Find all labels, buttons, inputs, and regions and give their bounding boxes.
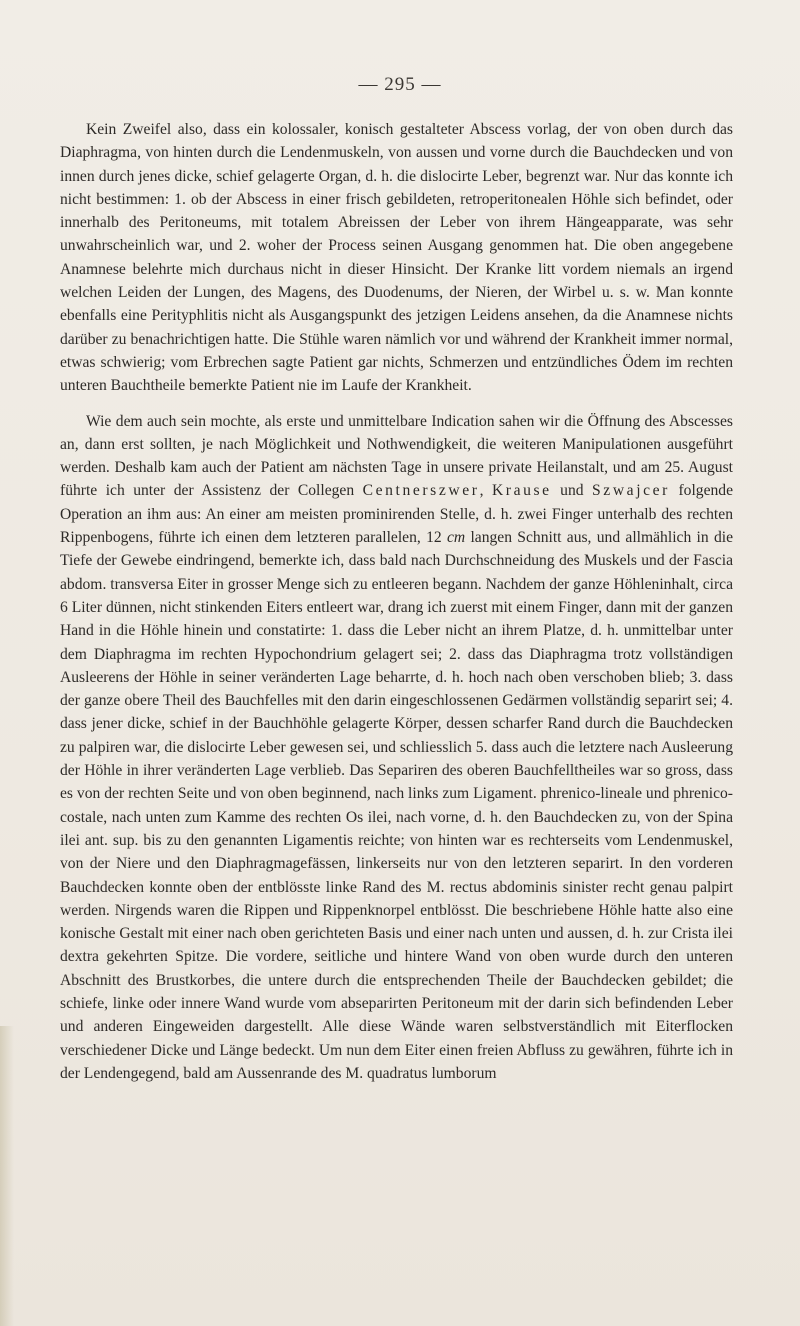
body-text (60, 118, 733, 1085)
paragraph-2 (60, 410, 733, 1086)
text-segment: Kein Zweifel also, dass ein kolossaler, konisch gestalteter Abscess vorlag, der von oben durch das Diaphragma, von hinten durch die Lendenmuskeln, von aussen und vorne durch die Bauchdecken und von innen durch jenes dicke, schief gelagerte Organ, d. h. die dislocirte Leber, begrenzt war. Nur das konnte ich nicht bestimmen: 1. ob der Abscess in einer frisch gebildeten, retroperitonealen Höhle sich befindet, oder innerhalb des Peritoneums, mit totalem Abreissen der Leber von ihrem Hängeapparate, was sehr unwahrscheinlich war, und 2. woher der Process seinen Ausgang genommen hat. Die oben angegebene Anamnese belehrte mich durchaus nicht in dieser Hinsicht. Der Kranke litt vordem niemals an irgend welchen Leiden der Lungen, des Magens, des Duodenums, der Nieren, der Wirbel u. s. w. Man konnte ebenfalls eine Perityphlitis nicht als Ausgangspunkt des jetzigen Leidens ansehen, da die Anamnese nichts darüber zu benachrichtigen hatte. Die Stühle waren nämlich vor und während der Krankheit immer normal, etwas schwierig; vom Erbrechen sagte Patient gar nichts, Schmerzen und entzündliches Ödem im rechten unteren Bauchtheile bemerkte Patient nie im Laufe der Krankheit. (60, 121, 733, 395)
text-segment: , (479, 482, 492, 500)
colleague-name-krause: Krause (491, 482, 552, 500)
text-segment: und (551, 482, 593, 500)
text-segment: langen Schnitt aus, und allmählich in die Tiefe der Gewebe eindringend, bemerkte ich, dass bald nach Durchschneidung des Muskels und der Fascia abdom. transversa Eiter in grosser Menge sich zu entleeren begann. Nachdem der ganze Höhleninhalt, circa 6 Liter dünnen, nicht stinkenden Eiters entleert war, drang ich zuerst mit einem Finger, dann mit der ganzen Hand in die Höhle hinein und constatirte: 1. dass die Leber nicht an ihrem Platze, d. h. unmittelbar unter dem Diaphragma im rechten Hypochondrium gelagert sei; 2. dass das Diaphragma trotz vollständigen Ausleerens der Höhle in seiner veränderten Lage beharrte, d. h. hoch nach oben verschoben blieb; 3. dass der ganze obere Theil des Bauchfelles mit den darin eingeschlossenen Gedärmen vollständig separirt sei; 4. dass jener dicke, schief in der Bauchhöhle gelagerte Körper, dessen scharfer Rand durch die Bauchdecken zu palpiren war, die dislocirte Leber gewesen sei, und schliesslich 5. dass auch die letztere nach Ausleerung der Höhle in ihrer veränderten Lage verblieb. Das Separiren des oberen Bauchfelltheiles war so gross, dass es von der rechten Seite und von oben beginnend, nach links zum Ligament. phrenico-lineale und phrenico-costale, nach unten zum Kamme des rechten Os ilei, nach vorne, d. h. den Bauchdecken zu, von der Spina ilei ant. sup. bis zu den genannten Ligamentis reichte; von hinten war es rechterseits vom Lendenmuskel, von der Niere und den Diaphragmagefässen, linkerseits nur von den letzteren separirt. In den vorderen Bauchdecken konnte oben der entblösste linke Rand des M. rectus abdominis sinister recht genau palpirt werden. Nirgends waren die Rippen und Rippenknorpel entblösst. Die beschriebene Höhle hatte also eine konische Gestalt mit einer nach oben gerichteten Basis und einer nach unten und aussen, d. h. zur Crista ilei dextra gekehrten Spitze. Die vordere, seitliche und hintere Wand von oben wurde durch den unteren Abschnitt des Brustkorbes, die untere durch die entsprechenden Theile der Bauchdecken gebildet; die schiefe, linke oder innere Wand wurde vom abseparirten Peritoneum mit der darin sich befindenden Leber und anderen Eingeweiden dargestellt. Alle diese Wände waren selbstverständlich mit Eiterflocken verschiedener Dicke und Länge bedeckt. Um nun dem Eiter einen freien Abfluss zu gewähren, führte ich in der Lendengegend, bald am Aussenrande des M. quadratus lumborum (60, 529, 733, 1082)
unit-cm: cm (446, 529, 466, 547)
text-segment: folgende Operation an ihm aus: An einer am meisten prominirenden Stelle, d. h. zwei Finger unterhalb des rechten Rippenbogens, führte ich einen dem letzteren parallelen, 12 (60, 482, 734, 547)
paper-edge-stain (0, 1026, 14, 1326)
colleague-name-centnerszwer: Centnerszwer (362, 482, 480, 500)
text-segment: Wie dem auch sein mochte, als erste und unmittelbare Indication sahen wir die Öffnung des Abscesses an, dann erst sollten, je nach Möglichkeit und Nothwendigkeit, die weiteren Manipulationen ausgeführt werden. Deshalb kam auch der Patient am nächsten Tage in unsere private Heilanstalt, und am 25. August führte ich unter der Assistenz der Collegen (60, 412, 733, 500)
page-number: — 295 — (358, 74, 442, 95)
colleague-name-szwajcer: Szwajcer (592, 482, 670, 500)
paragraph-1 (60, 118, 733, 398)
